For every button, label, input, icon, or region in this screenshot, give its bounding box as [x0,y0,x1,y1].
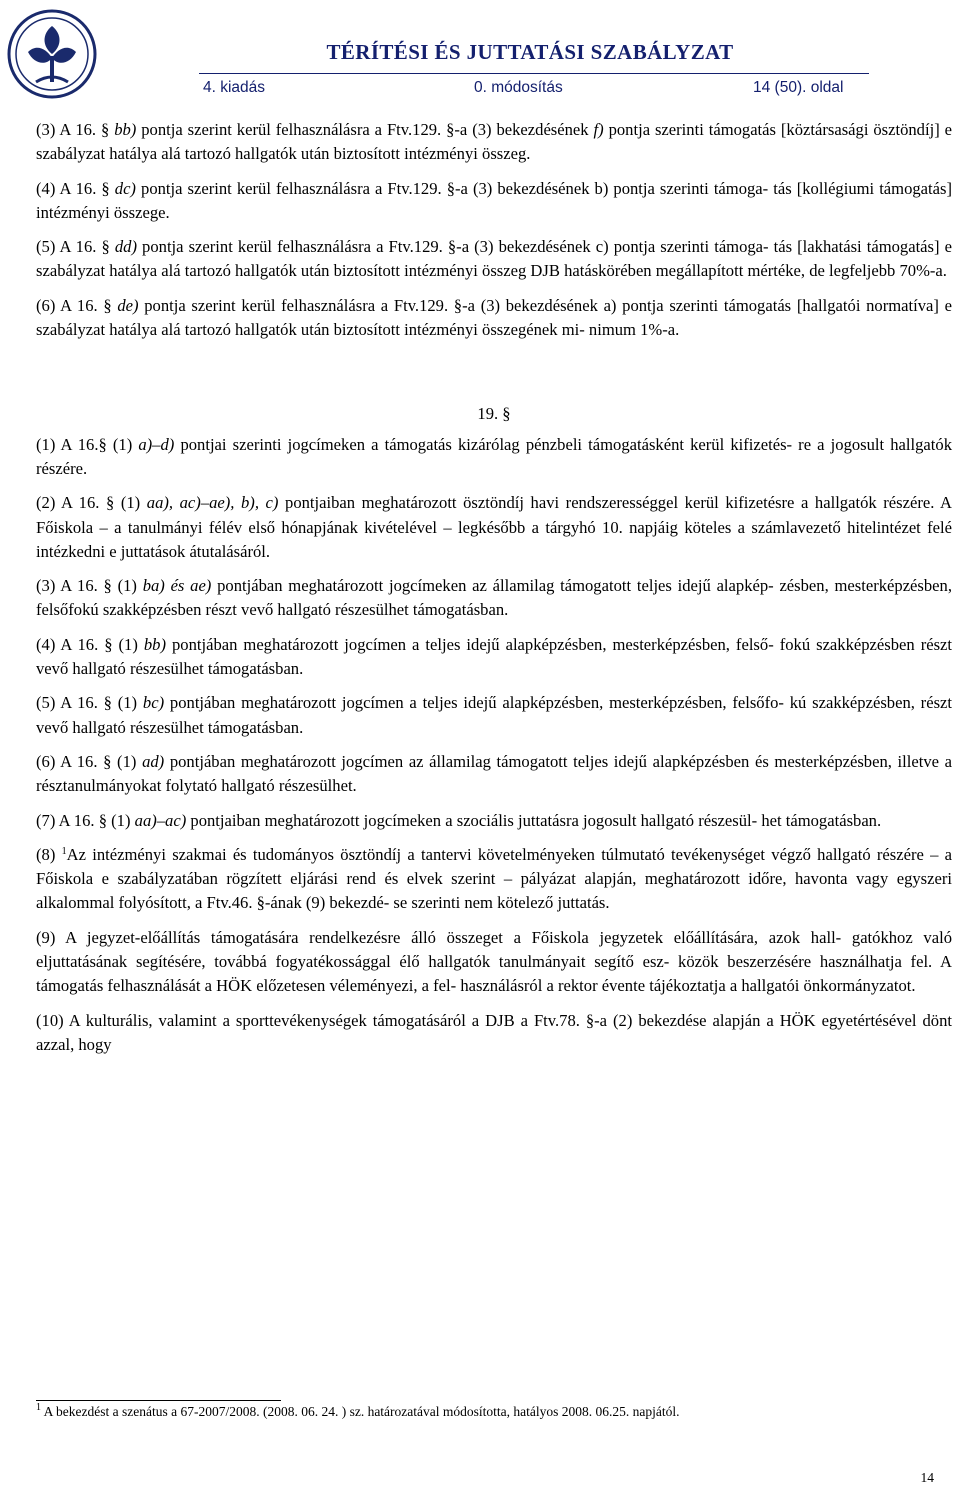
paragraph-text: pontjában meghatározott jogcímen a teljes idejű alapképzésben, mesterképzésben, felsőfo- kú szakképzésben, részt vevő hallgató részesülhet támogatásban. [36,693,953,737]
footnote [36,1404,916,1420]
paragraph-ref: (5) A 16. § [36,237,110,257]
paragraph-text: pontja szerint kerül felhasználásra a Ftv.129. §-a (3) bekezdésének c) pontja szerinti támoga- tás [lakhatási támogatás] e szabályzat hatálya alá tartozó hallgatók után biztosított intézményi összeg DJB hatáskörében megállapított mértéke, de legfeljebb 70%-a. [36,237,952,281]
paragraph-6 [36,294,952,343]
point-ref: aa)–ac) [134,810,187,830]
document-body [36,118,952,1067]
institution-logo [6,8,98,100]
paragraph-text: pontja szerint kerül felhasználásra a Ftv.129. §-a (3) bekezdésének a) pontja szerinti támogatás [hallgatói normatíva] e szabályzat hatálya alá tartozó hallgatók után biztosított intézményi összegének mi- nimum 1%-a. [36,295,952,340]
point-ref: ba) és ae) [142,576,212,596]
modification-label: 0. módosítás [474,79,563,96]
section-paragraph-2 [36,491,952,564]
document-title: TÉRÍTÉSI ÉS JUTTATÁSI SZABÁLYZAT [326,40,734,64]
point-ref: dc) [114,178,136,198]
footnote-text: A bekezdést a szenátus a 67-2007/2008. (2008. 06. 24. ) sz. határozatával módosította, hatályos 2008. 06.25. napjától. [43,1404,680,1419]
point-ref: f) [593,120,604,139]
paragraph-ref: (1) A 16.§ (1) [36,434,133,454]
section-paragraph-5 [36,691,952,740]
section-paragraph-6 [36,750,952,799]
page-number: 14 [920,1470,934,1485]
section-paragraph-7 [36,809,952,833]
point-ref: a)–d) [138,434,175,454]
footnote-number: 1 [36,1402,41,1413]
paragraph-text: pontjai szerinti jogcímeken a támogatás kizárólag pénzbeli támogatásként kerül kifizetés- re a jogosult hallgatók részére. [36,434,952,478]
section-heading: 19. § [477,404,511,424]
paragraph-text: pontjában meghatározott jogcímeken az államilag támogatott teljes idejű alapkép- zésben, mesterképzésben, felsőfokú szakképzésben részt vevő hallgató részesülhet támogatásban. [36,576,952,620]
paragraph-text: pontja szerint kerül felhasználásra a Ftv.129. §-a (3) bekezdésének b) pontja szerinti támoga- tás [kollégiumi támogatás] intézményi összege. [36,178,953,222]
page-info-label: 14 (50). oldal [753,79,844,96]
section-paragraph-8 [36,843,952,916]
paragraph-ref: (7) A 16. § (1) [36,810,131,830]
paragraph-ref: (6) A 16. § [36,295,112,315]
point-ref: bc) [142,693,165,713]
point-ref: aa), ac)–ae), b), c) [146,493,279,513]
footnote-marker: 1 [61,845,67,857]
paragraph-ref: (6) A 16. § (1) [36,751,137,771]
paragraph-text: pontja szerint kerül felhasználásra a Ftv.129. §-a (3) bekezdésének [141,120,589,139]
paragraph-text: pontjaiban meghatározott jogcímeken a szociális juttatásra jogosult hallgató részesül- het támogatásban. [190,810,882,830]
section-paragraph-3 [36,574,952,623]
paragraph-ref: (4) A 16. § (1) [36,634,138,654]
point-ref: ad) [142,751,165,771]
paragraph-4 [36,177,952,226]
paragraph-3 [36,118,952,167]
paragraph-text: Az intézményi szakmai és tudományos ösztöndíj a tantervi követelményeken túlmutató tevékenységet végző hallgató részére – a Főiskola e szabályzatában rögzített eljárási rend és elvek szerint – pályázat alapján, meghatározott időre, havonta vagy egyszeri alkalommal folyósított, a Ftv.46. §-ának (9) bekezdé- se szerinti nem kötelező juttatás. [36,844,953,913]
paragraph-text: pontjában meghatározott jogcímen a teljes idejű alapképzésben, mesterképzésben, felső- fokú szakképzésben részt vevő hallgató részesülhet támogatásban. [36,634,953,679]
footnote-divider [36,1400,281,1401]
section-paragraph-4 [36,633,952,682]
header-divider [199,73,869,74]
point-ref: de) [117,295,139,315]
paragraph-ref: (4) A 16. § [36,178,110,198]
point-ref: dd) [114,237,137,257]
paragraph-5 [36,235,952,284]
section-paragraph-10: (10) A kulturális, valamint a sporttevékenységek támogatásáról a DJB a Ftv.78. §-a (2) bekezdése alapján a HÖK egyetértésével dönt azzal, hogy [36,1010,952,1054]
edition-label: 4. kiadás [203,79,266,96]
paragraph-text: pontjaiban meghatározott ösztöndíj havi rendszerességgel kerül kifizetésre a hallgatók részére. A Főiskola – a tanulmányi félév első hónapjának kivételével – legkésőbb a tárgyhó 10. napjáig köteles a számlavezető hitelintézet felé intézkedni e juttatások átutalásáról. [36,493,952,561]
section-paragraph-9: (9) A jegyzet-előállítás támogatására rendelkezésre álló összeget a Főiskola jegyzetek előállítására, azok hall- gatókhoz való eljuttatásának segítésére, továbbá fogyatékossággal élő hallgatók tanulmányait segítő esz- közök beszerzésére használhatja fel. A támogatás felhasználását a HÖK előzetesen véleményezi, a fel- használásról a rektor évente tájékoztatja a hallgatói önkormányzatot. [36,927,952,996]
paragraph-text: pontja szerinti támogatás [köztársasági ösztöndíj] e szabályzat hatálya alá tartozó hallgatók után biztosított intézményi összeg. [36,120,952,164]
paragraph-ref: (2) A 16. § (1) [36,493,141,513]
paragraph-ref: (5) A 16. § (1) [36,693,138,713]
point-ref: bb) [143,634,166,654]
paragraph-text: pontjában meghatározott jogcímen az államilag támogatott teljes idejű alapképzésben és mesterképzésben, illetve a résztanulmányokat folytató hallgató részesülhet. [36,751,953,796]
paragraph-ref: (3) A 16. § (1) [36,576,137,596]
section-paragraph-1 [36,433,952,482]
paragraph-ref: (8) [36,844,56,864]
paragraph-ref: (3) A 16. § [36,120,110,139]
point-ref: bb) [114,120,137,139]
